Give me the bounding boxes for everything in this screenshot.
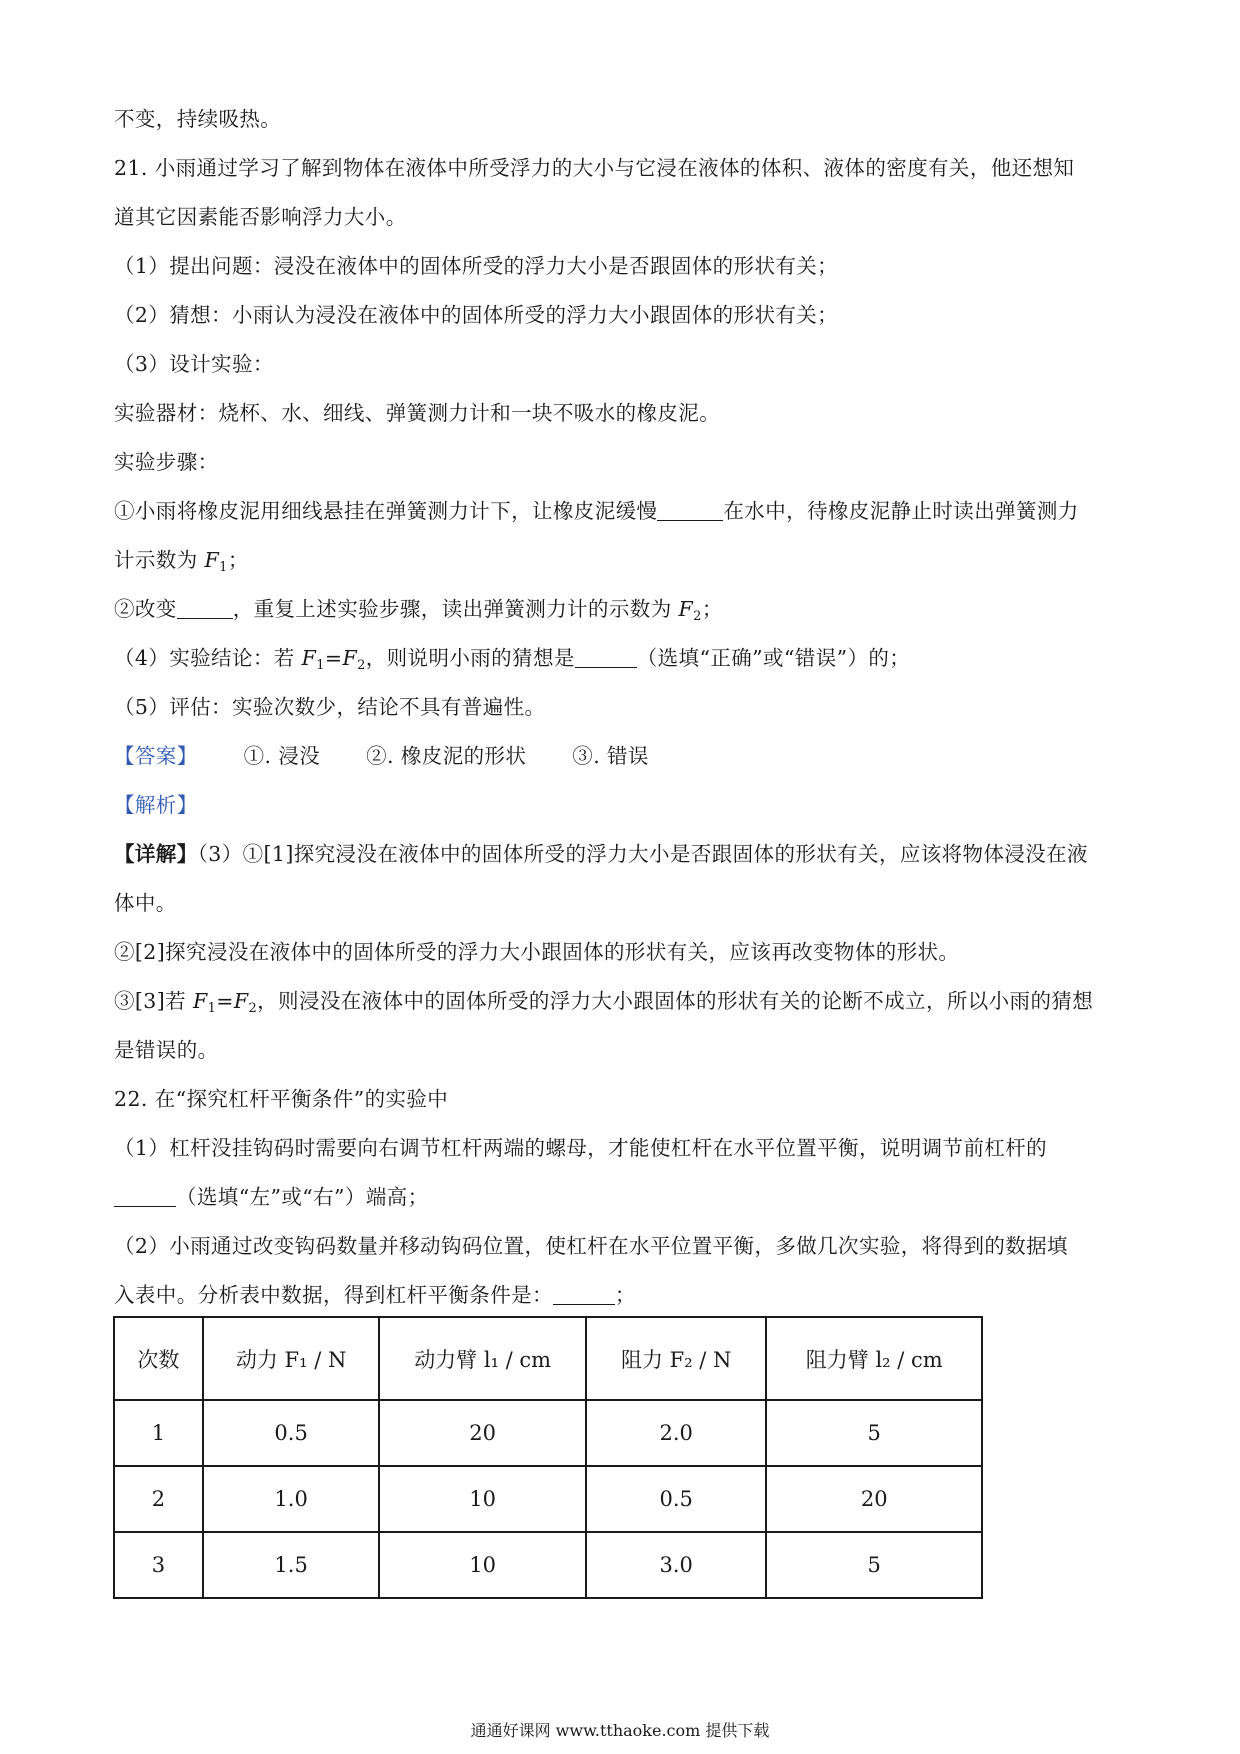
text-segment: ②改变 [114, 597, 177, 621]
text-line: （3）设计实验： [114, 352, 274, 376]
text-line [114, 545, 249, 583]
table-cell: 10 [379, 1532, 586, 1598]
answer-item: ③. 错误 [572, 744, 649, 768]
table-header-cell: 动力 F₁ / N [203, 1317, 380, 1400]
table-row [114, 1532, 982, 1598]
table-cell: 20 [766, 1466, 982, 1532]
text-line [114, 986, 1093, 1024]
text-line [114, 839, 1088, 869]
table-header-row [114, 1317, 982, 1400]
fill-blank [114, 1186, 176, 1207]
text-line: 实验器材：烧杯、水、细线、弹簧测力计和一块不吸水的橡皮泥。 [114, 401, 721, 425]
table-cell: 10 [379, 1466, 586, 1532]
text-line: （1）提出问题：浸没在液体中的固体所受的浮力大小是否跟固体的形状有关； [114, 254, 839, 278]
analysis-label: 【解析】 [114, 793, 198, 817]
text-line: （2）小雨通过改变钩码数量并移动钩码位置，使杠杆在水平位置平衡，多做几次实验，将得到的数据填 [114, 1234, 1068, 1258]
table-cell: 1.0 [203, 1466, 380, 1532]
table-cell: 1.5 [203, 1532, 380, 1598]
text-segment: ； [701, 597, 723, 621]
formula-f2: $F_2$ [678, 597, 702, 624]
table-cell: 3 [114, 1532, 203, 1598]
table-cell: 20 [379, 1400, 586, 1466]
text-line: （2）猜想：小雨认为浸没在液体中的固体所受的浮力大小跟固体的形状有关； [114, 303, 839, 327]
question-21-stem: 21. 小雨通过学习了解到物体在液体中所受浮力的大小与它浸在液体的体积、液体的密度有关，他还想知 [114, 156, 1075, 180]
text-line: 是错误的。 [114, 1038, 219, 1062]
text-line [114, 496, 1079, 526]
table-row [114, 1400, 982, 1466]
formula-f1-eq-f2: $F_1=F_2$ [192, 989, 258, 1016]
text-line: 道其它因素能否影响浮力大小。 [114, 205, 407, 229]
table-cell: 3.0 [586, 1532, 767, 1598]
text-segment: ③[3]若 [114, 989, 187, 1013]
text-segment: （4）实验结论：若 [114, 646, 295, 670]
text-segment: ； [227, 548, 249, 572]
text-line: 体中。 [114, 891, 177, 915]
answer-item: ①. 浸没 [243, 744, 321, 768]
text-line: 实验步骤： [114, 450, 219, 474]
fill-blank [177, 598, 233, 619]
formula-f1: $F_1$ [204, 548, 228, 575]
formula-f1-eq-f2: $F_1=F_2$ [301, 646, 366, 673]
text-segment: （3）①[1]探究浸没在液体中的固体所受的浮力大小是否跟固体的形状有关，应该将物体浸没在液 [197, 842, 1088, 866]
answer-line [114, 741, 649, 771]
text-segment: 计示数为 [114, 548, 198, 572]
table-cell: 0.5 [203, 1400, 380, 1466]
table-cell: 0.5 [586, 1466, 767, 1532]
text-segment: （选填“正确”或“错误”）的； [636, 646, 911, 670]
text-segment: ； [614, 1283, 636, 1307]
text-segment: ，则说明小雨的猜想是 [365, 646, 575, 670]
table-header-cell: 次数 [114, 1317, 203, 1400]
table-header-cell: 阻力臂 l₂ / cm [766, 1317, 982, 1400]
table-cell: 5 [766, 1532, 982, 1598]
fill-blank [553, 1284, 615, 1305]
text-segment: ，重复上述实验步骤，读出弹簧测力计的示数为 [232, 597, 672, 621]
text-line: 不变，持续吸热。 [114, 107, 282, 131]
text-line: （1）杠杆没挂钩码时需要向右调节杠杆两端的螺母，才能使杠杆在水平位置平衡，说明调节前杠杆的 [114, 1136, 1048, 1160]
text-segment: ，则浸没在液体中的固体所受的浮力大小跟固体的形状有关的论断不成立，所以小雨的猜想 [257, 989, 1094, 1013]
question-22-stem: 22. 在“探究杠杆平衡条件”的实验中 [114, 1087, 449, 1111]
fill-blank [575, 647, 637, 668]
text-line: ②[2]探究浸没在液体中的固体所受的浮力大小跟固体的形状有关，应该再改变物体的形状。 [114, 940, 960, 964]
answer-item: ②. 橡皮泥的形状 [366, 744, 527, 768]
table-header-cell: 动力臂 l₁ / cm [379, 1317, 586, 1400]
table-cell: 2.0 [586, 1400, 767, 1466]
text-line [114, 1280, 636, 1310]
lever-data-table [113, 1316, 983, 1599]
table-cell: 1 [114, 1400, 203, 1466]
text-line [114, 643, 910, 681]
text-segment: ①小雨将橡皮泥用细线悬挂在弹簧测力计下，让橡皮泥缓慢 [114, 499, 658, 523]
table-row [114, 1466, 982, 1532]
detail-label: 【详解】 [114, 842, 198, 866]
table-cell: 2 [114, 1466, 203, 1532]
text-segment: 入表中。分析表中数据，得到杠杆平衡条件是： [114, 1283, 553, 1307]
fill-blank [657, 500, 723, 521]
table-cell: 5 [766, 1400, 982, 1466]
text-line [114, 1182, 429, 1212]
text-line [114, 594, 723, 632]
text-line: （5）评估：实验次数少，结论不具有普遍性。 [114, 695, 546, 719]
page-footer: 通通好课网 www.tthaoke.com 提供下载 [470, 1721, 770, 1740]
text-segment: 在水中，待橡皮泥静止时读出弹簧测力 [723, 499, 1079, 523]
answer-label: 【答案】 [114, 744, 198, 768]
table-header-cell: 阻力 F₂ / N [586, 1317, 767, 1400]
text-segment: （选填“左”或“右”）端高； [176, 1185, 429, 1209]
